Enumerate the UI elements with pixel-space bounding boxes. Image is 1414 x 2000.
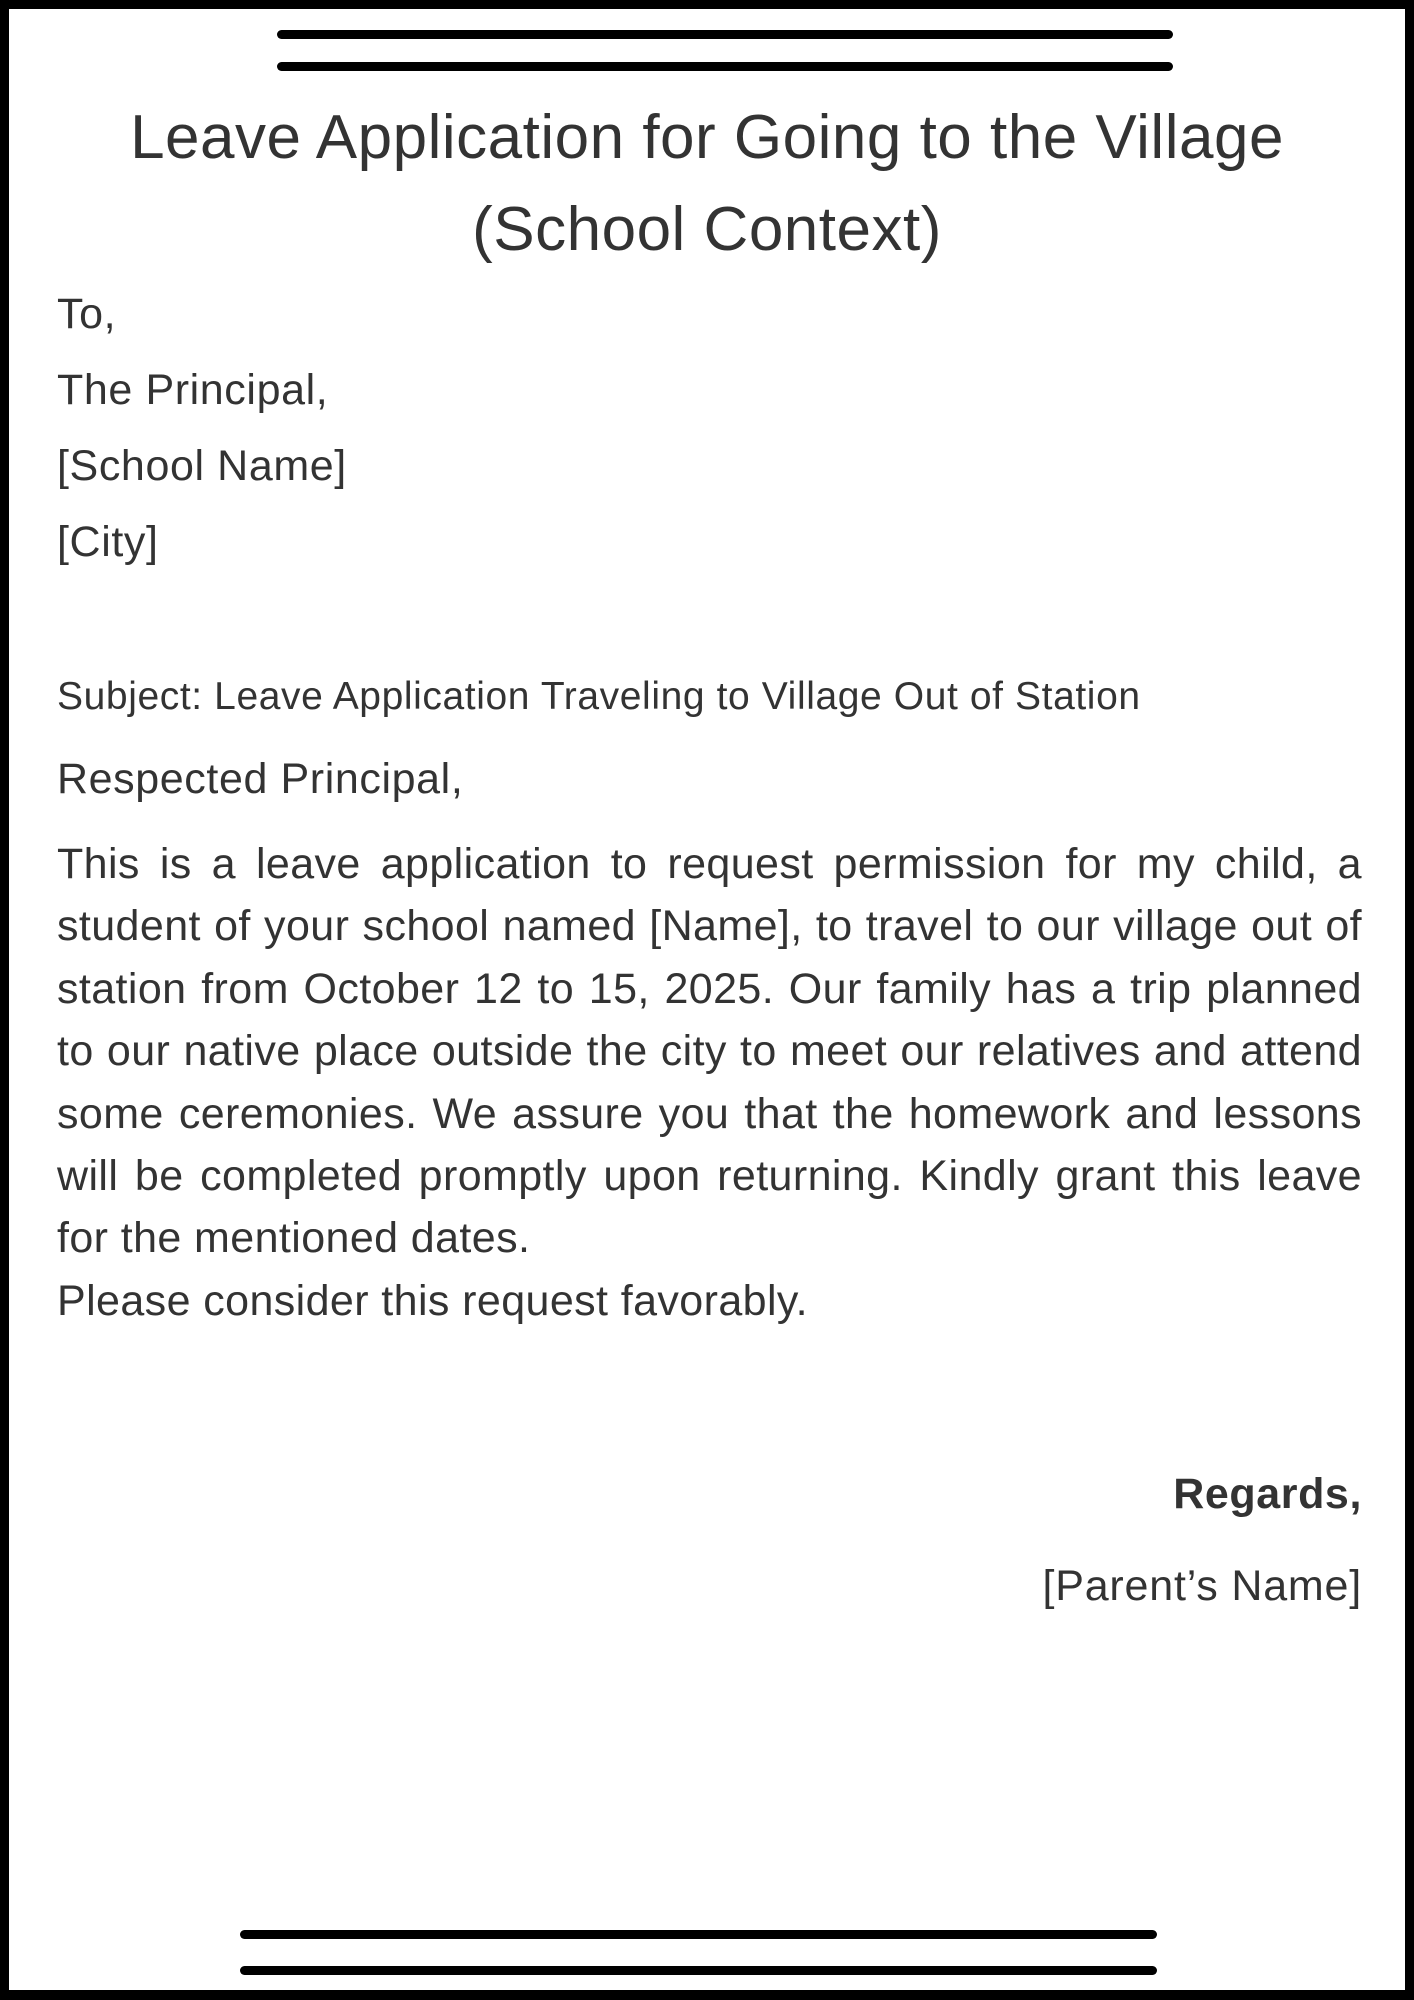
signature-parent-name: [Parent’s Name]	[1042, 1562, 1362, 1610]
address-city: [City]	[57, 518, 159, 566]
closing-line: Please consider this request favorably.	[57, 1276, 808, 1325]
top-decorative-line-2	[277, 62, 1173, 71]
subject-line: Subject: Leave Application Traveling to Village Out of Station	[57, 675, 1141, 718]
bottom-decorative-line-1	[240, 1930, 1157, 1939]
address-recipient: The Principal,	[57, 366, 329, 414]
letter-body	[57, 833, 1362, 1332]
address-to: To,	[57, 290, 117, 338]
address-school-name: [School Name]	[57, 442, 347, 490]
regards-signoff: Regards,	[1173, 1470, 1362, 1518]
document-title: Leave Application for Going to the Village (School Context)	[130, 103, 1284, 264]
salutation: Respected Principal,	[57, 755, 464, 803]
top-decorative-line-1	[277, 30, 1173, 39]
bottom-decorative-line-2	[240, 1966, 1157, 1975]
body-paragraph: This is a leave application to request permission for my child, a student of your school named [Name], to travel to our village out of station from October 12 to 15, 2025. Our family has a trip planned to our native place outside the city to meet our relatives and attend some ceremonies. We assure you that the homework and lessons will be completed promptly upon returning. Kindly grant this leave for the mentioned dates.	[57, 840, 1362, 1263]
